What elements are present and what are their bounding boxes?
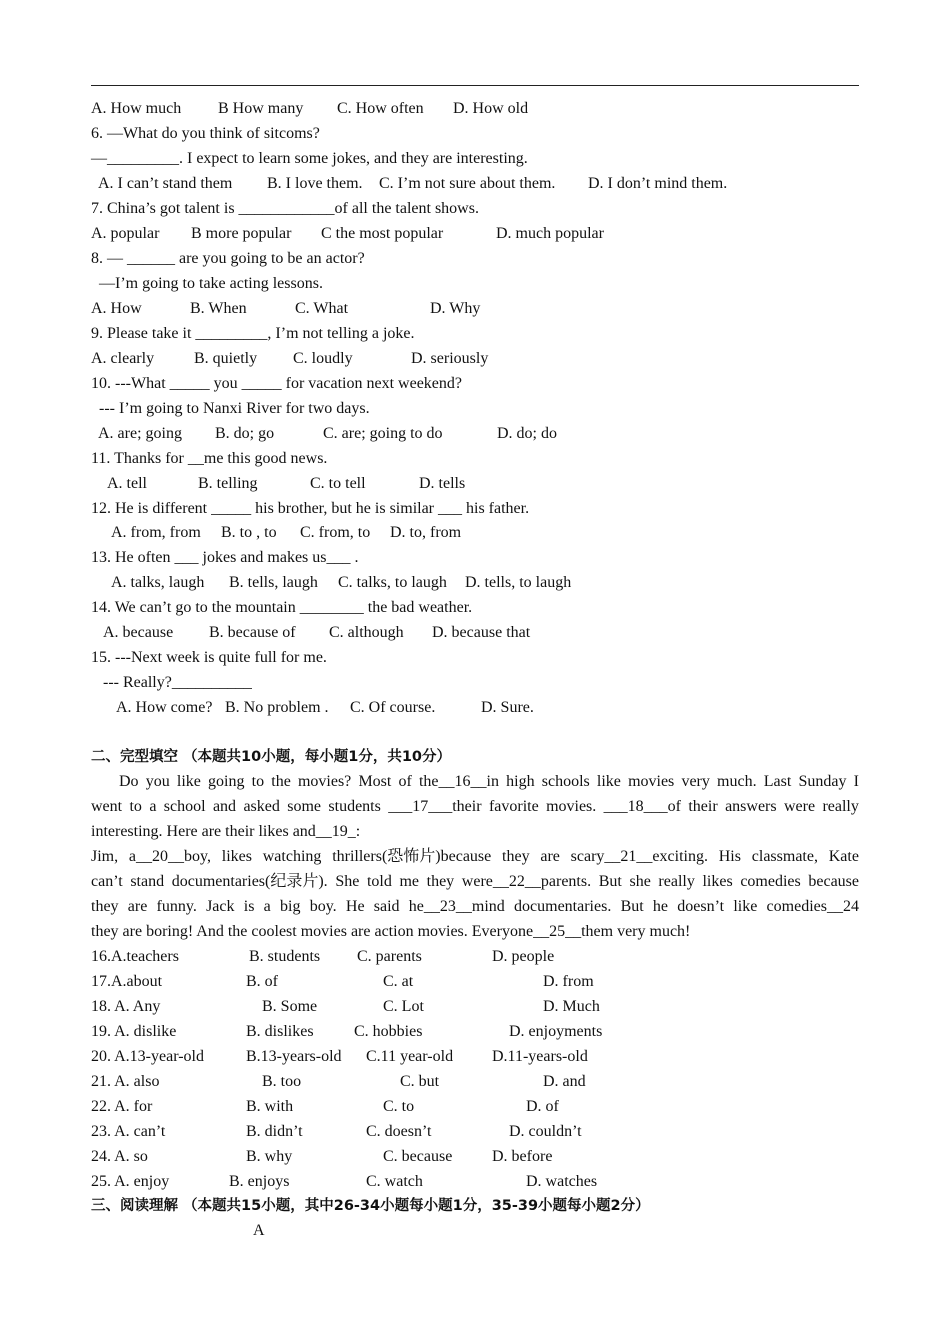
passage-word: he	[652, 898, 669, 915]
q14-stem: 14. We can’t go to the mountain ________ the bad weather.	[91, 599, 473, 616]
q6-option-c: C. I’m not sure about them.	[379, 175, 556, 192]
passage-line-3: interesting. Here are their likes and__19_:	[91, 823, 361, 840]
passage-word: high	[506, 773, 535, 790]
option-text: C. hobbies	[354, 1023, 423, 1040]
option-text: 22. A. for	[91, 1098, 153, 1115]
option-text: C. because	[383, 1148, 453, 1165]
option-text: C. but	[400, 1073, 440, 1090]
option-text: B. enjoys	[229, 1173, 290, 1190]
q10-option-d: D. do; do	[497, 425, 557, 442]
passage-word: He	[345, 898, 365, 915]
q11-option-b: B. telling	[198, 475, 258, 492]
passage-word: they	[502, 848, 530, 865]
passage-line-2	[91, 796, 859, 818]
q9-stem: 9. Please take it _________, I’m not telling a joke.	[91, 325, 415, 342]
passage-word: and	[212, 798, 237, 815]
q15-option-d: D. Sure.	[481, 699, 534, 716]
q13-option-c: C. talks, to laugh	[338, 574, 447, 591]
passage-word: like	[596, 773, 621, 790]
q8-option-d: D. Why	[430, 300, 481, 317]
passage-word: a	[149, 798, 157, 815]
option-text: B. of	[246, 973, 278, 990]
passage-line-6	[91, 896, 859, 918]
q10-line2: --- I’m going to Nanxi River for two days.	[99, 400, 370, 417]
passage-word: movies?	[297, 773, 352, 790]
option-text: D. people	[492, 948, 555, 965]
option-text: B. with	[246, 1098, 294, 1115]
q13-option-d: D. tells, to laugh	[465, 574, 572, 591]
passage-word: to	[129, 798, 142, 815]
passage-word: scary__21__exciting.	[570, 848, 708, 865]
passage-word: ___17___their	[388, 798, 482, 815]
passage-word: the	[271, 773, 291, 790]
q6-option-a: A. I can’t stand them	[98, 175, 233, 192]
q7-stem: 7. China’s got talent is ____________of all the talent shows.	[91, 200, 479, 217]
passage-word: said	[373, 898, 400, 915]
passage-word: I	[853, 773, 859, 790]
passage-word: like	[733, 898, 758, 915]
option-text: B. too	[262, 1073, 302, 1090]
passage-word: they	[426, 873, 455, 890]
passage-word: really	[658, 873, 695, 890]
q7-option-c: C the most popular	[321, 225, 444, 242]
passage-word: classmate,	[751, 848, 818, 865]
passage-word: were	[783, 798, 816, 815]
q11-option-d: D. tells	[419, 475, 466, 492]
q10-stem: 10. ---What _____ you _____ for vacation next weekend?	[91, 375, 462, 392]
q10-option-b: B. do; go	[215, 425, 275, 442]
option-text: C. Lot	[383, 998, 424, 1015]
option-text: C. at	[383, 973, 414, 990]
option-text: C.11 year-old	[366, 1048, 454, 1065]
q6-option-b: B. I love them.	[267, 175, 363, 192]
passage-word: students	[328, 798, 381, 815]
passage-word: stand	[130, 873, 165, 890]
option-text: B. dislikes	[246, 1023, 314, 1040]
q5-option-d: D. How old	[453, 100, 529, 117]
q10-option-a: A. are; going	[98, 425, 182, 442]
passage-word: likes	[702, 873, 733, 890]
passage-word: answers	[725, 798, 777, 815]
passage-word: some	[287, 798, 322, 815]
q7-option-a: A. popular	[91, 225, 160, 242]
q8-option-b: B. When	[190, 300, 247, 317]
option-text: D. of	[526, 1098, 559, 1115]
q9-option-c: C. loudly	[293, 350, 353, 367]
passage-word: Sunday	[798, 773, 847, 790]
passage-word: Most	[358, 773, 392, 790]
option-text: C. doesn’t	[366, 1123, 432, 1140]
q14-option-d: D. because that	[432, 624, 531, 641]
passage-line-1	[119, 771, 859, 793]
q9-option-d: D. seriously	[411, 350, 489, 367]
q7-option-b: B more popular	[191, 225, 292, 242]
option-text: C. watch	[366, 1173, 423, 1190]
passage-word: ___18___of	[603, 798, 681, 815]
passage-word: movies	[628, 773, 675, 790]
passage-word: comedies	[740, 873, 801, 890]
passage-word: going	[208, 773, 245, 790]
passage-word: Kate	[828, 848, 859, 865]
option-text: D. couldn’t	[509, 1123, 582, 1140]
option-text: B. why	[246, 1148, 293, 1165]
passage-word: boy.	[309, 898, 337, 915]
passage-word: Do	[119, 773, 139, 790]
passage-word: is	[243, 898, 255, 915]
option-text: D. from	[543, 973, 594, 990]
q12-option-a: A. from, from	[111, 524, 201, 541]
q8-stem: 8. — ______ are you going to be an actor?	[91, 250, 365, 267]
passage-word: big	[280, 898, 301, 915]
passage-word: told	[366, 873, 392, 890]
passage-word: like	[176, 773, 201, 790]
q14-option-a: A. because	[103, 624, 174, 641]
option-text: 24. A. so	[91, 1148, 148, 1165]
section3-heading: 三、阅读理解 （本题共15小题，其中26-34小题每小题1分，35-39小题每小题2分）	[91, 1198, 650, 1214]
passage-word: His	[718, 848, 741, 865]
passage-word: But	[620, 898, 644, 915]
passage-word: asked	[243, 798, 280, 815]
passage-word: favorite	[488, 798, 539, 815]
q5-option-c: C. How often	[337, 100, 424, 117]
option-text: C. parents	[357, 948, 422, 965]
option-text: D.11-years-old	[492, 1048, 588, 1065]
q12-option-d: D. to, from	[390, 524, 462, 541]
option-text: B.13-years-old	[246, 1048, 342, 1065]
q11-option-c: C. to tell	[310, 475, 366, 492]
option-text: C. to	[383, 1098, 415, 1115]
option-text: 18. A. Any	[91, 998, 161, 1015]
passage-word: much.	[717, 773, 757, 790]
option-text: B. didn’t	[246, 1123, 303, 1140]
section2-heading: 二、完型填空 （本题共10小题，每小题1分，共10分）	[91, 749, 451, 765]
passage-word: documentaries.	[514, 898, 612, 915]
passage-word: comedies__24	[766, 898, 859, 915]
passage-word: are	[540, 848, 560, 865]
passage-word: likes	[221, 848, 252, 865]
q12-option-c: C. from, to	[300, 524, 371, 541]
q12-stem: 12. He is different _____ his brother, but he is similar ___ his father.	[91, 500, 530, 517]
q15-option-b: B. No problem .	[225, 699, 329, 716]
passage-word: funny.	[156, 898, 197, 915]
passage-word: school	[163, 798, 206, 815]
q15-stem: 15. ---Next week is quite full for me.	[91, 649, 327, 666]
passage-word: Jack	[206, 898, 235, 915]
passage-word: are	[127, 898, 148, 915]
option-text: 25. A. enjoy	[91, 1173, 170, 1190]
option-text: D. before	[492, 1148, 553, 1165]
q14-option-c: C. although	[329, 624, 404, 641]
q9-option-b: B. quietly	[194, 350, 258, 367]
q13-option-a: A. talks, laugh	[111, 574, 205, 591]
q13-option-b: B. tells, laugh	[229, 574, 318, 591]
passage-word: you	[145, 773, 170, 790]
passage-word: very	[681, 773, 710, 790]
q6-option-d: D. I don’t mind them.	[588, 175, 728, 192]
option-text: D. watches	[526, 1173, 598, 1190]
passage-word: he__23__mind	[408, 898, 505, 915]
option-text: D. enjoyments	[509, 1023, 603, 1040]
passage-word: a__20__boy,	[128, 848, 211, 865]
passage-line-5	[91, 871, 859, 893]
passage-word: went	[91, 798, 123, 815]
passage-word: were__22__parents.	[461, 873, 592, 890]
passage-word: they	[91, 898, 119, 915]
passage-word: thrillers(恐怖片)because	[332, 848, 492, 865]
q14-option-b: B. because of	[209, 624, 296, 641]
passage-label: A	[253, 1222, 265, 1239]
q15-option-a: A. How come?	[116, 699, 213, 716]
q6-stem: 6. —What do you think of sitcoms?	[91, 125, 320, 142]
q15-option-c: C. Of course.	[350, 699, 436, 716]
option-text: 16.A.teachers	[91, 948, 179, 965]
option-text: 19. A. dislike	[91, 1023, 177, 1040]
q13-stem: 13. He often ___ jokes and makes us___ .	[91, 549, 359, 566]
q9-option-a: A. clearly	[91, 350, 155, 367]
q12-option-b: B. to , to	[221, 524, 277, 541]
header-rule	[91, 85, 859, 86]
passage-word: me	[399, 873, 419, 890]
passage-word: Last	[763, 773, 792, 790]
option-text: 17.A.about	[91, 973, 163, 990]
passage-line-7: they are boring! And the coolest movies are action movies. Everyone__25__them very much!	[91, 923, 691, 940]
passage-word: doesn’t	[677, 898, 725, 915]
q15-line2: --- Really?__________	[103, 674, 252, 691]
passage-word: Jim,	[91, 848, 119, 865]
passage-word: of	[398, 773, 412, 790]
passage-word: really	[822, 798, 859, 815]
passage-word: because	[808, 873, 859, 890]
passage-word: But	[598, 873, 622, 890]
option-text: 21. A. also	[91, 1073, 160, 1090]
passage-word: to	[251, 773, 265, 790]
option-text: B. students	[249, 948, 321, 965]
passage-word: documentaries(纪录片).	[171, 873, 328, 890]
option-text: D. Much	[543, 998, 600, 1015]
q11-option-a: A. tell	[107, 475, 147, 492]
passage-word: She	[335, 873, 360, 890]
passage-word: movies.	[546, 798, 597, 815]
q7-option-d: D. much popular	[496, 225, 604, 242]
passage-word: their	[688, 798, 718, 815]
q8-option-a: A. How	[91, 300, 142, 317]
q8-line2: —I’m going to take acting lessons.	[99, 275, 323, 292]
q10-option-c: C. are; going to do	[323, 425, 443, 442]
option-text: 20. A.13-year-old	[91, 1048, 204, 1065]
passage-word: a	[263, 898, 271, 915]
passage-word: schools	[541, 773, 590, 790]
q5-option-b: B How many	[218, 100, 304, 117]
passage-word: she	[629, 873, 651, 890]
q11-stem: 11. Thanks for __me this good news.	[91, 450, 328, 467]
passage-word: can’t	[91, 873, 123, 890]
passage-word: watching	[262, 848, 322, 865]
option-text: D. and	[543, 1073, 586, 1090]
q6-line2: —_________. I expect to learn some jokes, and they are interesting.	[91, 150, 528, 167]
passage-line-4	[91, 846, 859, 868]
passage-word: the__16__in	[418, 773, 499, 790]
option-text: B. Some	[262, 998, 318, 1015]
q5-option-a: A. How much	[91, 100, 182, 117]
q8-option-c: C. What	[295, 300, 349, 317]
option-text: 23. A. can’t	[91, 1123, 166, 1140]
